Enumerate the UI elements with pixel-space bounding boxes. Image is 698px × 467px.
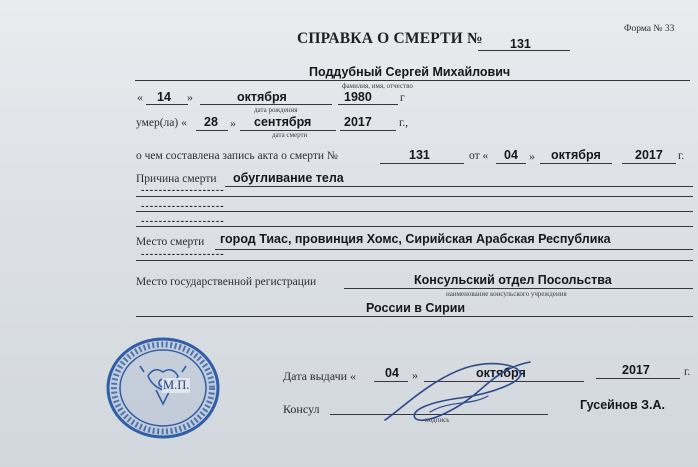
birth-caption: дата рождения xyxy=(254,106,298,114)
full-name-caption: фамилия, имя, отчество xyxy=(342,82,413,90)
birth-month: октября xyxy=(237,90,287,104)
cause-label: Причина смерти xyxy=(136,173,217,185)
birth-year: 1980 xyxy=(344,90,372,104)
place-of-death-value: город Тиас, провинция Хомс, Сирийская Арабская Республика xyxy=(220,232,611,246)
form-number: Форма № 33 xyxy=(624,24,675,34)
record-year-suffix: г. xyxy=(678,150,685,162)
death-close-quote: » xyxy=(230,116,236,130)
record-year: 2017 xyxy=(635,148,663,162)
death-month: сентября xyxy=(254,115,312,129)
cause-dash-row-3: ------------------- xyxy=(140,217,224,227)
issue-month: октября xyxy=(476,366,526,380)
consul-label: Консул xyxy=(283,402,320,416)
signature-caption: подпись xyxy=(425,416,450,424)
place-of-death-label: Место смерти xyxy=(136,236,205,248)
certificate-number: 131 xyxy=(510,37,531,51)
page-title: СПРАВКА О СМЕРТИ № xyxy=(297,30,483,47)
cause-dash-row-1: ------------------- xyxy=(140,186,224,196)
birth-day: 14 xyxy=(157,90,171,104)
consul-signature-icon xyxy=(370,350,540,430)
issue-close-quote: » xyxy=(412,368,418,382)
registration-caption: наименование консульского учреждения xyxy=(446,290,567,298)
issue-year: 2017 xyxy=(622,363,650,377)
record-prefix: о чем составлена запись акта о смерти № xyxy=(136,150,338,162)
cause-dash-row-2: ------------------- xyxy=(140,202,224,212)
record-close-quote: » xyxy=(529,149,535,163)
death-year: 2017 xyxy=(344,115,372,129)
full-name: Поддубный Сергей Михайлович xyxy=(309,65,511,79)
consul-name: Гусейнов З.А. xyxy=(580,398,665,412)
birth-year-suffix: г xyxy=(400,92,405,104)
birth-close-quote: » xyxy=(187,90,193,104)
registration-value-line2: России в Сирии xyxy=(366,301,466,315)
record-month: октября xyxy=(551,148,601,162)
death-year-suffix: г., xyxy=(399,117,409,129)
registration-label: Место государственной регистрации xyxy=(136,276,317,288)
stamp-mp-label: М.П. xyxy=(163,378,190,392)
record-from: от « xyxy=(469,150,489,162)
record-number: 131 xyxy=(409,148,430,162)
issue-label: Дата выдачи « xyxy=(283,369,357,383)
death-caption: дата смерти xyxy=(272,131,308,139)
cause-value: обугливание тела xyxy=(233,171,344,185)
death-day: 28 xyxy=(204,115,218,129)
issue-day: 04 xyxy=(385,366,399,380)
official-stamp xyxy=(104,336,222,440)
death-prefix: умер(ла) « xyxy=(136,117,187,129)
record-day: 04 xyxy=(504,148,518,162)
place-of-death-dash-row: ------------------- xyxy=(140,250,224,260)
registration-value-line1: Консульский отдел Посольства xyxy=(414,273,612,287)
birth-open-quote: « xyxy=(137,90,143,104)
issue-year-suffix: г. xyxy=(684,366,691,378)
